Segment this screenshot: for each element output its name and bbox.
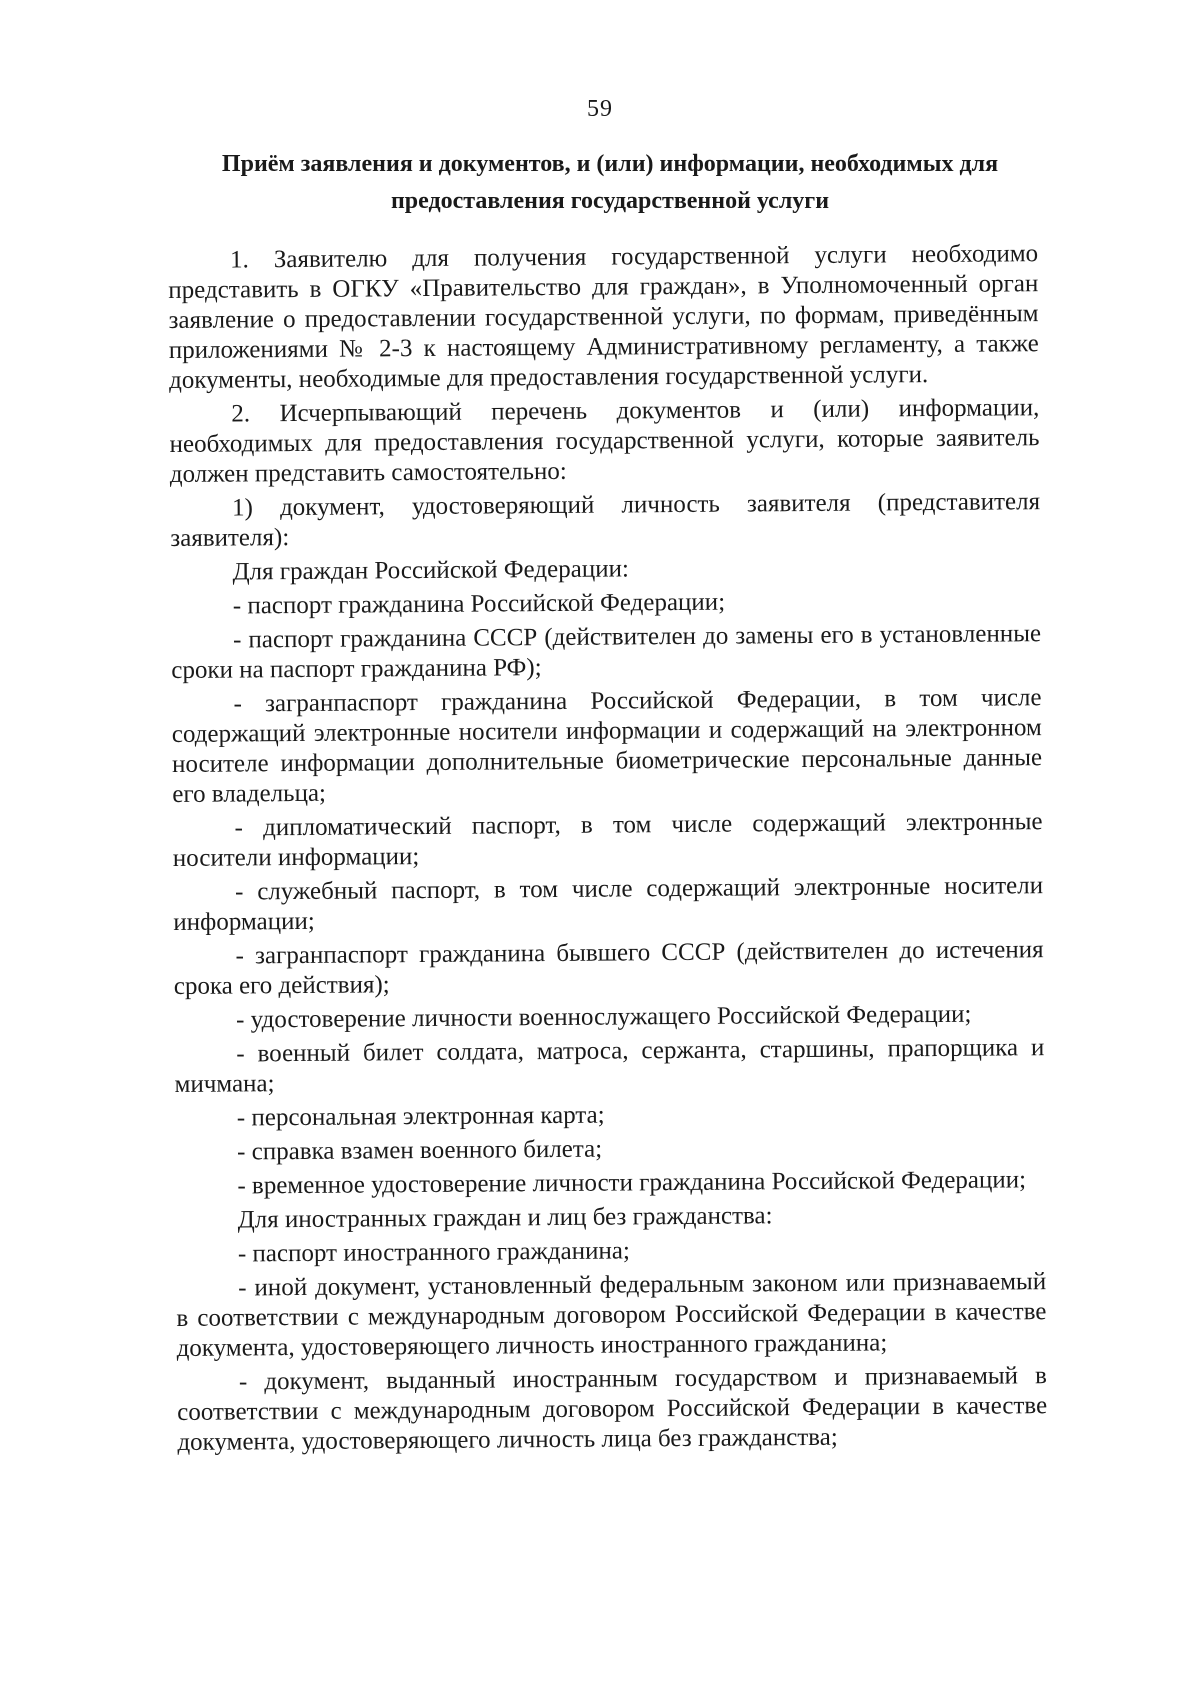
list-item: - паспорт гражданина Российской Федерации; <box>232 588 726 620</box>
list-item: - справка взамен военного билета; <box>237 1135 603 1166</box>
list-item: - удостоверение личности военнослужащего Российской Федерации; <box>235 1000 972 1034</box>
paragraph-item-1-intro: 1. Заявителю для получения государственной услуги необходимо представить в ОГКУ «Правительство для граждан», в Уполномоченный орган заявление о предоставлении государственной услуги, по формам, приведённым приложениями № 2-3 к настоящему Административному регламенту, а также документы, необходимые для предоставления государственной услуги. <box>168 240 1039 394</box>
list-item: - военный билет солдата, матроса, сержанта, старшины, прапорщика и мичмана; <box>174 1034 1045 1098</box>
section-title: Приём заявления и документов, и (или) информации, необходимых для предоставления государственной услуги <box>221 151 999 214</box>
paragraph-item-2-list-heading: 2. Исчерпывающий перечень документов и (или) информации, необходимых для предоставления государственной услуги, которые заявитель должен представить самостоятельно: <box>169 394 1040 488</box>
list-item: - дипломатический паспорт, в том числе содержащий электронные носители информации; <box>172 808 1043 872</box>
list-item: - паспорт гражданина СССР (действителен до замены его в установленные сроки на паспорт гражданина РФ); <box>171 620 1042 684</box>
group-heading-russian-citizens: Для граждан Российской Федерации: <box>232 555 629 586</box>
list-item: - временное удостоверение личности гражданина Российской Федерации; <box>237 1166 1027 1200</box>
list-item: - служебный паспорт, в том числе содержащий электронные носители информации; <box>173 872 1044 936</box>
page-number: 59 <box>587 96 613 122</box>
group-heading-foreign-citizens: Для иностранных граждан и лиц без гражданства: <box>237 1202 773 1234</box>
list-item: - загранпаспорт гражданина бывшего СССР (действителен до истечения срока его действия); <box>173 936 1044 1000</box>
list-item: - документ, выданный иностранным государством и признаваемый в соответствии с международным договором Российской Федерации в качестве документа, удостоверяющего личность лица без гражданства; <box>177 1362 1048 1456</box>
paragraph-subitem-1: 1) документ, удостоверяющий личность заявителя (представителя заявителя): <box>170 488 1041 552</box>
list-item: - иной документ, установленный федеральным законом или признаваемый в соответствии с международным договором Российской Федерации в качестве документа, удостоверяющего личность иностранного гражданина; <box>176 1268 1047 1362</box>
document-body <box>168 239 1048 1462</box>
list-item: - персональная электронная карта; <box>236 1101 605 1132</box>
list-item: - паспорт иностранного гражданина; <box>237 1237 630 1268</box>
list-item: - загранпаспорт гражданина Российской Федерации, в том числе содержащий электронные носители информации и содержащий на электронном носителе информации дополнительные биометрические персональные данные его владельца; <box>171 684 1043 808</box>
